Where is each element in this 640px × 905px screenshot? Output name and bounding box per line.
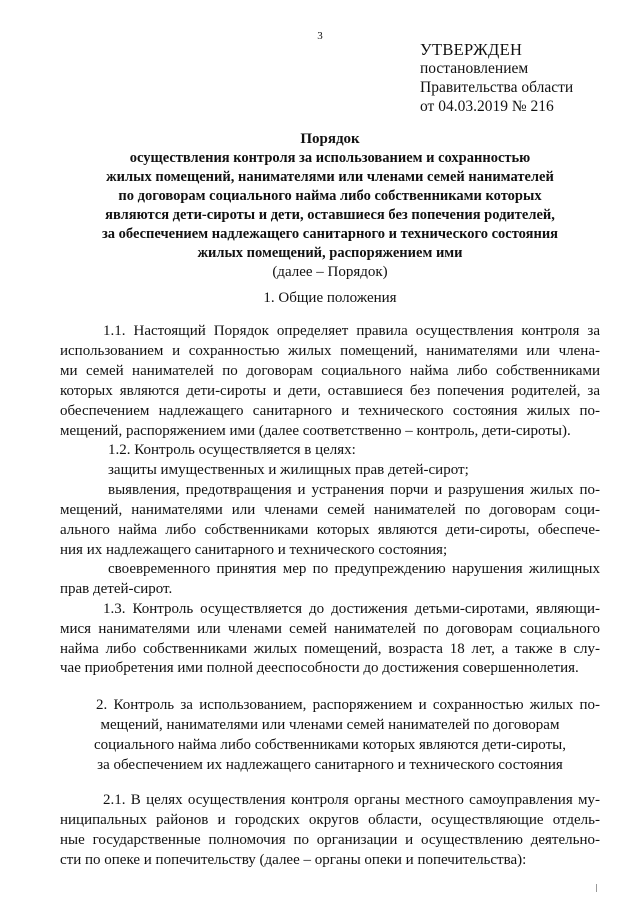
approval-line: Правительства области	[420, 79, 574, 96]
paragraph-line: выявления, предотвращения и устранения порчи и разрушения жилых по-	[108, 482, 600, 498]
paragraph-line: чае приобретения ими полной дееспособности до достижения совершеннолетия.	[60, 660, 579, 676]
title-line: жилых помещений, нанимателями или членами семей нанимателей	[106, 169, 554, 185]
paragraph-line: прав детей-сирот.	[60, 581, 173, 597]
section-heading-2-line: мещений, нанимателями или членами семей нанимателей по договорам	[100, 717, 560, 733]
title-note: (далее – Порядок)	[272, 264, 388, 280]
paragraph-line: ные государственные полномочия по организации и осуществлению деятельно-	[60, 832, 600, 848]
paragraph-line: своевременного принятия мер по предупреждению нарушения жилищных	[108, 561, 600, 577]
title-line: жилых помещений, распоряжением ими	[197, 245, 463, 261]
paragraph-line: сти по опеке и попечительству (далее – органы опеки и попечительства):	[60, 852, 527, 868]
paragraph-line: ального найма либо собственниками которых являются дети-сироты, обеспече-	[60, 522, 600, 538]
section-heading-2: 2. Контроль за использованием, распоряжением и сохранностью жилых по-	[96, 697, 600, 713]
approval-line: от 04.03.2019 № 216	[420, 98, 554, 115]
paragraph-line: ми семей нанимателей по договорам социального найма либо собственниками	[60, 363, 600, 379]
paragraph-line: мещений, распоряжением ими (далее соответственно – контроль, дети-сироты).	[60, 423, 571, 439]
paragraph-line: 1.2. Контроль осуществляется в целях:	[108, 442, 356, 458]
approval-heading: УТВЕРЖДЕН	[420, 40, 523, 59]
title-line: осуществления контроля за использованием и сохранностью	[129, 150, 531, 166]
paragraph-line: найма либо собственниками жилых помещений, возраста 18 лет, а также в слу-	[60, 641, 600, 657]
approval-line: постановлением	[420, 60, 529, 77]
paragraph-line: ниципальных районов и городских округов области, осуществляющие отдель-	[60, 812, 600, 828]
paragraph-line: 1.1. Настоящий Порядок определяет правила осуществления контроля за	[103, 323, 600, 339]
paragraph-line: защиты имущественных и жилищных прав детей-сирот;	[108, 462, 469, 478]
section-heading-2-line: социального найма либо собственниками которых являются дети-сироты,	[94, 737, 566, 753]
paragraph-line: которых являются дети-сироты и дети, оставшиеся без попечения родителей, за	[60, 383, 600, 399]
paragraph-line: мещений, нанимателями или членами семей нанимателей по договорам соци-	[60, 502, 600, 518]
section-heading-2-line: за обеспечением их надлежащего санитарного и технического состояния	[97, 757, 563, 773]
paragraph-line: использованием и сохранностью жилых помещений, нанимателями или члена-	[60, 343, 600, 359]
paragraph-line: 2.1. В целях осуществления контроля органы местного самоуправления му-	[103, 792, 600, 808]
title-line: за обеспечением надлежащего санитарного и технического состояния	[101, 226, 559, 242]
page-number: 3	[317, 30, 323, 42]
scan-mark	[596, 884, 597, 892]
title-heading: Порядок	[300, 131, 360, 147]
title-line: по договорам социального найма либо собственниками которых	[118, 188, 542, 204]
paragraph-line: 1.3. Контроль осуществляется до достижения детьми-сиротами, являющи-	[103, 601, 600, 617]
paragraph-line: мися нанимателями или членами семей нанимателей по договорам социального	[60, 621, 600, 637]
approval-stamp	[420, 40, 573, 116]
paragraph-line: ния их надлежащего санитарного и технического состояния;	[60, 542, 448, 558]
section-heading-1: 1. Общие положения	[263, 290, 397, 306]
title-line: являются дети-сироты и дети, оставшиеся без попечения родителей,	[105, 207, 555, 223]
paragraph-line: обеспечением надлежащего санитарного и технического состояния жилых по-	[60, 403, 600, 419]
